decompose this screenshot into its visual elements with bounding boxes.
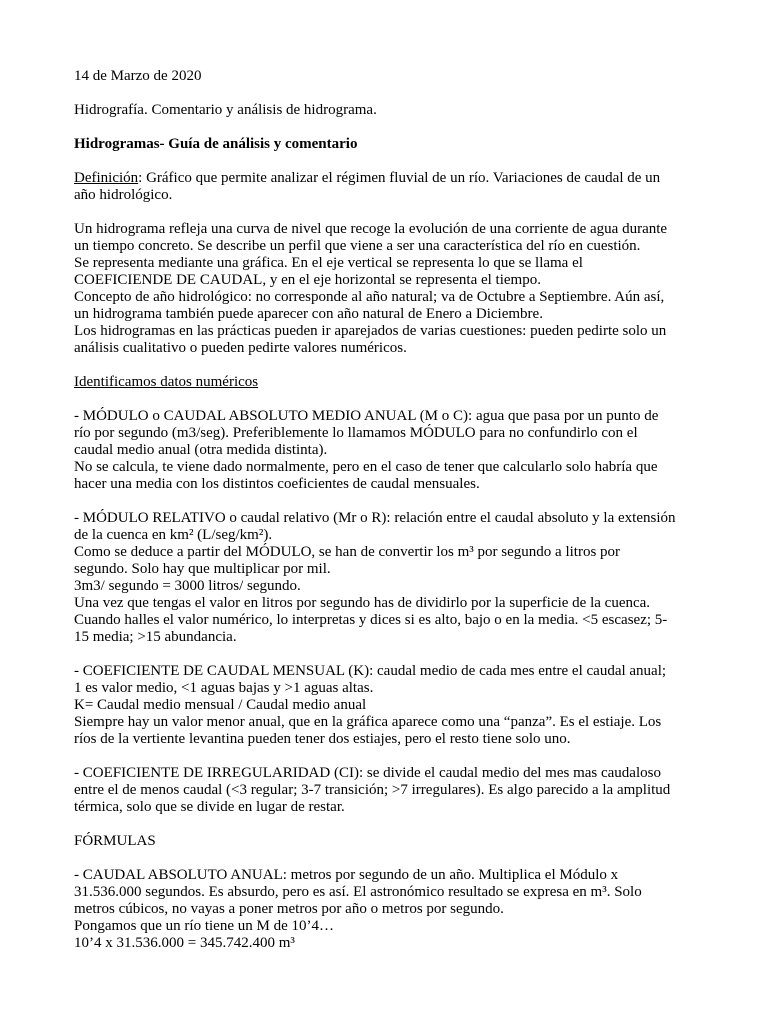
text-line: - COEFICIENTE DE CAUDAL MENSUAL (K): caudal medio de cada mes entre el caudal anual;: [74, 663, 667, 679]
text-line: COEFICIENDE DE CAUDAL, y en el eje horizontal se representa el tiempo.: [74, 272, 541, 288]
text-line: un tiempo concreto. Se describe un perfil que viene a ser una característica del río en cuestión.: [74, 238, 641, 254]
text-line: entre el de menos caudal (<3 regular; 3-7 transición; >7 irregulares). Es algo parecido a la amplitud: [74, 782, 671, 798]
definition-line-2: año hidrológico.: [74, 187, 173, 203]
text-line: Una vez que tengas el valor en litros por segundo has de dividirlo por la superficie de la cuenca.: [74, 595, 651, 611]
text-line: - CAUDAL ABSOLUTO ANUAL: metros por segundo de un año. Multiplica el Módulo x: [74, 867, 619, 883]
text-line: Cuando halles el valor numérico, lo interpretas y dices si es alto, bajo o en la media. <5 escasez; 5-: [74, 612, 668, 628]
text-line: No se calcula, te viene dado normalmente, pero en el caso de tener que calcularlo solo habría que: [74, 459, 658, 475]
intro-paragraph: [74, 221, 698, 357]
text-line: 10’4 x 31.536.000 = 345.742.400 m³: [74, 935, 295, 951]
text-line: 14 de Marzo de 2020: [74, 68, 202, 84]
text-line: análisis cualitativo o pueden pedirte valores numéricos.: [74, 340, 407, 356]
document-date: [74, 68, 698, 85]
text-line: segundo. Solo hay que multiplicar por mil.: [74, 561, 331, 577]
text-line: 15 media; >15 abundancia.: [74, 629, 237, 645]
text-line: FÓRMULAS: [74, 833, 156, 849]
coeficiente-irregularidad-paragraph: [74, 765, 698, 816]
definition-term: Definición: [74, 170, 139, 186]
text-line: metros cúbicos, no vayas a poner metros por año o metros por segundo.: [74, 901, 504, 917]
text-line: caudal medio anual (otra medida distinta).: [74, 442, 328, 458]
text-line: Como se deduce a partir del MÓDULO, se han de convertir los m³ por segundo a litros por: [74, 544, 621, 560]
definition-paragraph: [74, 170, 698, 204]
modulo-relativo-paragraph: [74, 510, 698, 646]
coeficiente-mensual-paragraph: [74, 663, 698, 748]
text-line: - MÓDULO o CAUDAL ABSOLUTO MEDIO ANUAL (M o C): agua que pasa por un punto de: [74, 408, 659, 424]
document-heading: [74, 136, 698, 153]
text-line: río por segundo (m3/seg). Preferiblemente lo llamamos MÓDULO para no confundirlo con el: [74, 425, 638, 441]
section-heading-numeric: [74, 374, 698, 391]
text-line: K= Caudal medio mensual / Caudal medio anual: [74, 697, 367, 713]
text-line: Identificamos datos numéricos: [74, 374, 259, 390]
caudal-absoluto-paragraph: [74, 867, 698, 952]
modulo-paragraph: [74, 408, 698, 493]
text-line: hacer una media con los distintos coeficientes de caudal mensuales.: [74, 476, 480, 492]
text-line: Concepto de año hidrológico: no corresponde al año natural; va de Octubre a Septiembre. Aún así,: [74, 289, 665, 305]
text-line: - MÓDULO RELATIVO o caudal relativo (Mr o R): relación entre el caudal absoluto y la extensión: [74, 510, 676, 526]
text-line: Un hidrograma refleja una curva de nivel que recoge la evolución de una corriente de agua durante: [74, 221, 668, 237]
text-line: un hidrograma también puede aparecer con año natural de Enero a Diciembre.: [74, 306, 543, 322]
text-line: Siempre hay un valor menor anual, que en la gráfica aparece como una “panza”. Es el estiaje. Los: [74, 714, 662, 730]
text-line: Pongamos que un río tiene un M de 10’4…: [74, 918, 334, 934]
text-line: 1 es valor medio, <1 aguas bajas y >1 aguas altas.: [74, 680, 374, 696]
document-subject: [74, 102, 698, 119]
text-line: de la cuenca en km² (L/seg/km²).: [74, 527, 273, 543]
text-line: Los hidrogramas en las prácticas pueden ir aparejados de varias cuestiones: pueden pedirte solo un: [74, 323, 667, 339]
text-line: ríos de la vertiente levantina pueden tener dos estiajes, pero el resto tiene solo uno.: [74, 731, 571, 747]
text-line: térmica, solo que se divide en lugar de restar.: [74, 799, 345, 815]
text-line: Se representa mediante una gráfica. En el eje vertical se representa lo que se llama el: [74, 255, 583, 271]
text-line: - COEFICIENTE DE IRREGULARIDAD (CI): se divide el caudal medio del mes mas caudaloso: [74, 765, 661, 781]
definition-line-1: Definición: Gráfico que permite analizar el régimen fluvial de un río. Variaciones de caudal de un: [74, 170, 661, 186]
text-line: 31.536.000 segundos. Es absurdo, pero es así. El astronómico resultado se expresa en m³. Solo: [74, 884, 642, 900]
text-line: 3m3/ segundo = 3000 litros/ segundo.: [74, 578, 301, 594]
text-line: Hidrografía. Comentario y análisis de hidrograma.: [74, 102, 377, 118]
section-heading-formulas: [74, 833, 698, 850]
text-line: Hidrogramas- Guía de análisis y comentario: [74, 136, 358, 152]
